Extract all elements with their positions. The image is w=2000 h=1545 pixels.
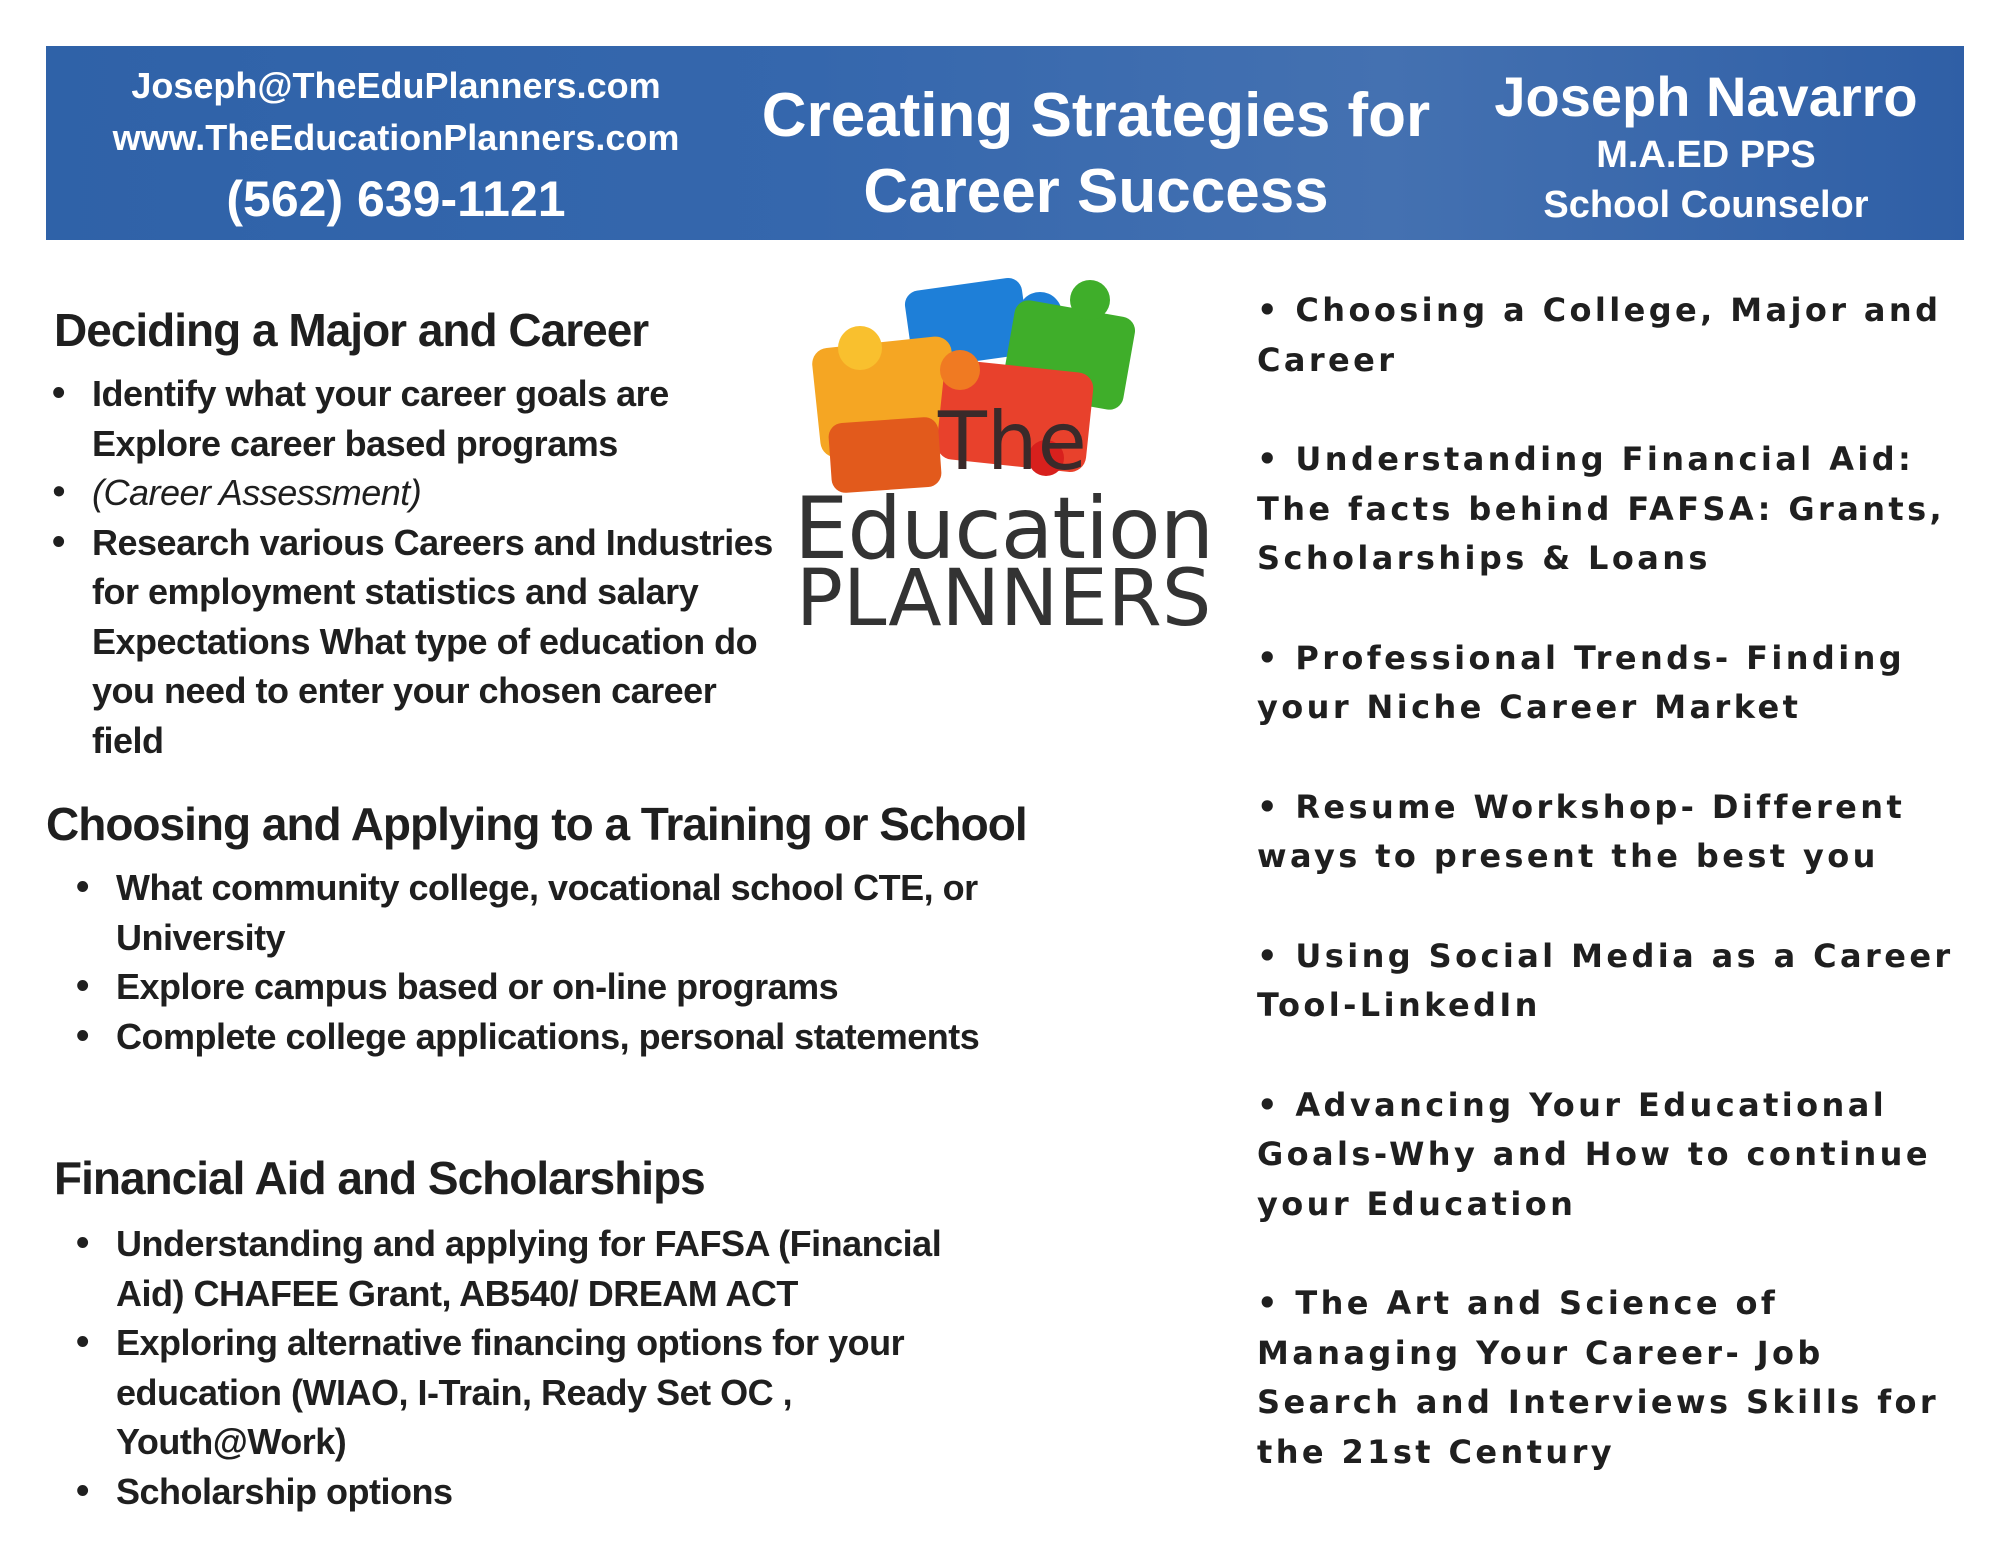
banner-title <box>746 78 1446 230</box>
topic-item: • Resume Workshop- Different ways to present the best you <box>1257 787 1906 875</box>
header-banner <box>46 46 1964 240</box>
workshop-topics <box>1257 286 1977 1527</box>
list-item: • Understanding and applying for FAFSA (Financial Aid) CHAFEE Grant, AB540/ DREAM ACT <box>116 1219 976 1318</box>
banner-title-line2: Career Success <box>863 157 1329 226</box>
topic-item: • Understanding Financial Aid: The facts behind FAFSA: Grants, Scholarships & Loans <box>1257 440 1946 577</box>
section-title-training-school: Choosing and Applying to a Training or School <box>46 798 1027 850</box>
list-item: • Explore campus based or on-line programs <box>116 962 996 1012</box>
banner-title-line1: Creating Strategies for <box>761 81 1431 150</box>
logo-text-education: Education <box>794 479 1214 579</box>
list-item: • (Career Assessment) <box>92 468 782 518</box>
topic-item: • Advancing Your Educational Goals-Why and How to continue your Education <box>1257 1085 1931 1223</box>
list-item: • Complete college applications, personal statements <box>116 1012 996 1062</box>
list-item: • Scholarship options <box>116 1467 976 1517</box>
major-career-list <box>92 369 782 765</box>
person-block <box>1466 64 1946 230</box>
person-degree: M.A.ED PPS <box>1596 134 1816 176</box>
email-text: Joseph@TheEduPlanners.com <box>131 65 661 106</box>
list-item: • Exploring alternative financing options for your education (WIAO, I-Train, Ready Set OC , Youth@Work) <box>116 1318 976 1467</box>
contact-block <box>46 60 746 232</box>
list-item: • What community college, vocational school CTE, or University <box>116 863 996 962</box>
financial-aid-list <box>116 1219 976 1516</box>
logo-text-planners: PLANNERS <box>796 554 1212 644</box>
list-item: • Identify what your career goals are Explore career based programs <box>92 369 782 468</box>
topic-item: • Professional Trends- Finding your Niche Career Market <box>1257 638 1906 726</box>
section-title-financial-aid: Financial Aid and Scholarships <box>54 1152 705 1204</box>
topic-item: • Choosing a College, Major and Career <box>1257 291 1942 379</box>
section-title-major-career: Deciding a Major and Career <box>54 304 649 356</box>
topic-item: • The Art and Science of Managing Your Career- Job Search and Interviews Skills for the 21st Century <box>1257 1284 1940 1471</box>
list-item: • Research various Careers and Industries for employment statistics and salary Expectations What type of education do you need to enter your chosen career field <box>92 518 782 766</box>
topic-item: • Using Social Media as a Career Tool-LinkedIn <box>1257 936 1954 1024</box>
training-school-list <box>116 863 996 1061</box>
website-text: www.TheEducationPlanners.com <box>112 117 680 158</box>
person-name: Joseph Navarro <box>1494 65 1918 128</box>
logo-text-the: The <box>938 395 1087 488</box>
person-role: School Counselor <box>1543 184 1869 226</box>
phone-text: (562) 639-1121 <box>226 171 566 227</box>
